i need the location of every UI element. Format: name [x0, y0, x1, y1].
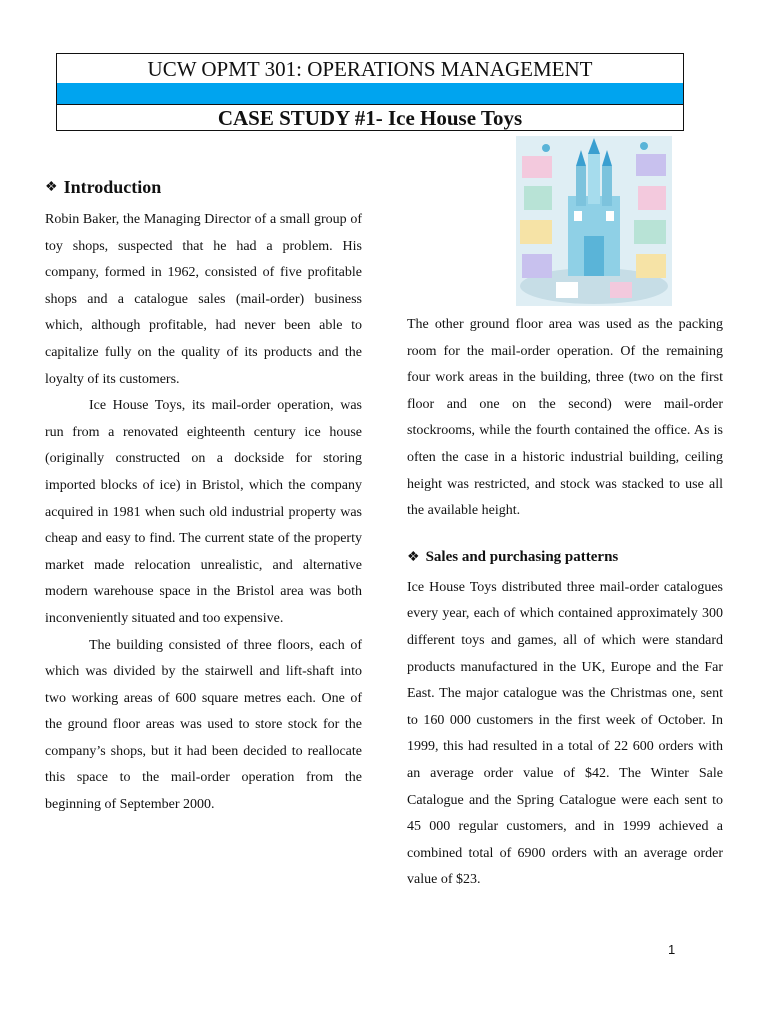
continued-paragraph: The other ground floor area was used as the packing room for the mail-order operation. Of the remaining four work areas in the building, three (two on the first floor and one on the second) were mail-order stockrooms, while the fourth contained the office. As is often the case in a historic industrial building, ceiling height was restricted, and stock was stacked to use all the available height.: [407, 317, 723, 519]
page-number: 1: [668, 942, 676, 957]
diamond-bullet-icon: ❖: [407, 550, 420, 566]
case-study-title: CASE STUDY #1- Ice House Toys: [57, 104, 683, 132]
header-box: [56, 53, 684, 131]
diamond-bullet-icon: ❖: [45, 179, 58, 195]
ice-castle-toy-image: [516, 136, 672, 306]
introduction-heading: [45, 172, 362, 202]
right-column: [407, 312, 723, 894]
intro-paragraph-3: The building consisted of three floors, each of which was divided by the stairwell and lift-shaft into two working areas of 600 square metres each. One of the ground floor areas was used to store stock for the company’s shops, but it had been decided to reallocate this space to the mail-order operation from the beginning of September 2000.: [45, 637, 362, 813]
sales-paragraph: Ice House Toys distributed three mail-order catalogues every year, each of which contained approximately 300 different toys and games, all of which were standard products manufactured in the UK, Europe and the Far East. The major catalogue was the Christmas one, sent to 160 000 customers in the first week of October. In 1999, this had resulted in a total of 22 600 orders with an average order value of $42. The Winter Sale Catalogue and the Spring Catalogue were each sent to 45 000 regular customers, and in 1999 achieved a combined total of 6900 orders with an average order value of $23.: [407, 579, 723, 888]
intro-paragraph-1: Robin Baker, the Managing Director of a small group of toy shops, suspected that he had a problem. His company, formed in 1962, consisted of five profitable shops and a catalogue sales (mail-order) business which, although profitable, had never been able to capitalize fully on the quality of its products and the loyalty of its customers.: [45, 212, 362, 387]
document-title: UCW OPMT 301: OPERATIONS MANAGEMENT: [147, 57, 593, 81]
left-column: [45, 172, 362, 819]
intro-paragraph-2: Ice House Toys, its mail-order operation, was run from a renovated eighteenth century ice house (originally constructed on a dockside for storing imported blocks of ice) in Bristol, which the company acquired in 1981 when such old industrial property was cheap and easy to find. The current state of the property market made relocation unrealistic, and alternative modern warehouse space in the Bristol area was both inconveniently situated and too expensive.: [45, 398, 362, 626]
header-color-band: [57, 83, 683, 104]
sales-heading-text: Sales and purchasing patterns: [425, 549, 619, 566]
sales-heading: [407, 543, 723, 573]
introduction-heading-text: Introduction: [63, 176, 162, 197]
